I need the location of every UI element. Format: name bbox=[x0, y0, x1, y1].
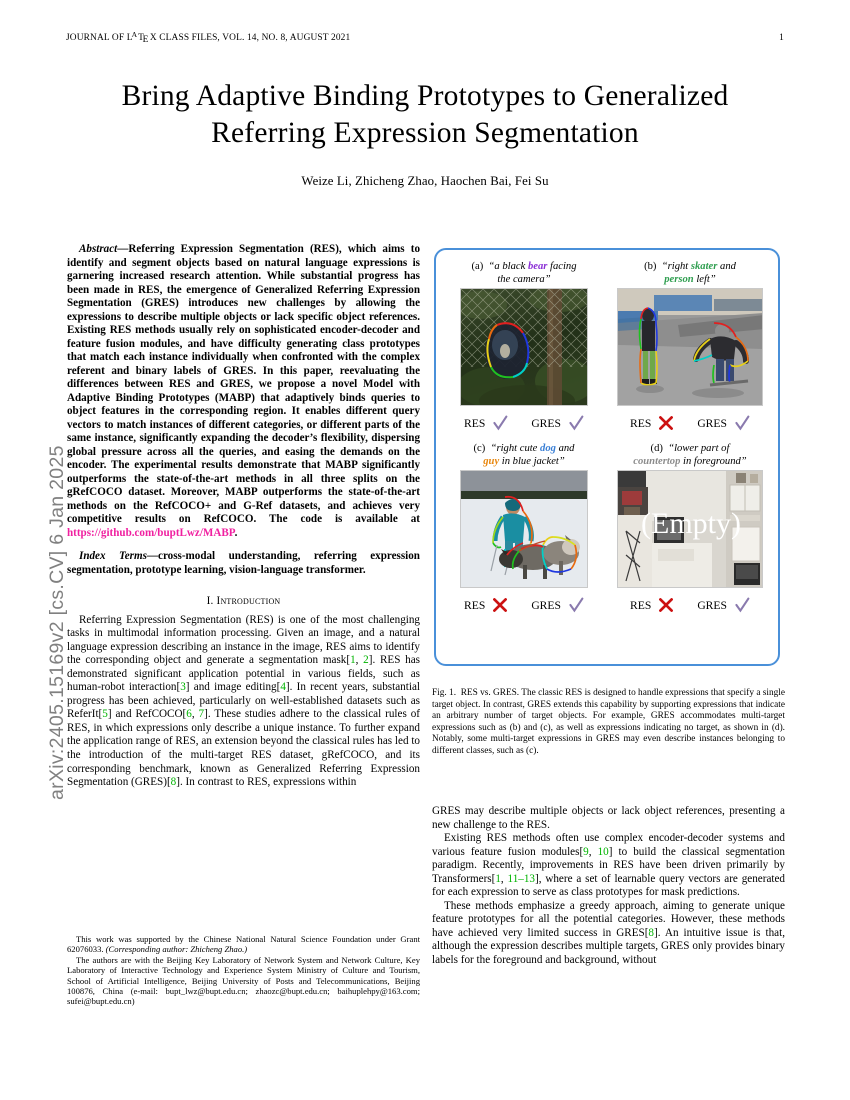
page-title: Bring Adaptive Binding Prototypes to Generalized Referring Expression Segmentation bbox=[121, 80, 729, 149]
intro-text-c: ]. RES has demonstrated significant application potential in various fields, such as human-robot interaction[ bbox=[67, 654, 420, 694]
panel-a-verdict bbox=[464, 412, 584, 434]
section-number: I. bbox=[206, 595, 214, 607]
cross-icon bbox=[492, 597, 508, 613]
panel-a-photo bbox=[460, 288, 588, 406]
latex-a: A bbox=[131, 30, 138, 40]
panel-b-caption bbox=[644, 258, 736, 286]
right-p2-text-a: Existing RES methods often use complex encoder-decoder systems and various feature fusion modules[ bbox=[432, 832, 785, 858]
citation-6[interactable]: 6 bbox=[186, 708, 192, 721]
intro-paragraph-1 bbox=[67, 614, 420, 790]
citation-4[interactable]: 4 bbox=[280, 681, 286, 694]
panel-a-caption bbox=[471, 258, 576, 286]
right-p2-text-d: , bbox=[500, 872, 508, 885]
title-block bbox=[66, 78, 784, 189]
check-icon bbox=[492, 415, 508, 431]
intro-text-b: , bbox=[355, 654, 364, 667]
panel-a-keyword-bear: bear bbox=[527, 261, 548, 272]
panel-d-empty-overlay: (Empty) bbox=[641, 507, 741, 540]
journal-title-suffix: X CLASS FILES, VOL. 14, NO. 8, AUGUST 2021 bbox=[149, 33, 351, 43]
latex-logo bbox=[126, 30, 150, 45]
corresponding-author-note: (Corresponding author: Zhicheng Zhao.) bbox=[105, 944, 248, 955]
panel-b-label: (b) bbox=[644, 261, 657, 272]
kitchen-empty-image bbox=[618, 471, 763, 588]
panel-a-caption-l2: the camera” bbox=[497, 273, 551, 285]
panel-b-keyword-person: person bbox=[664, 273, 694, 285]
right-p3-text-b: ]. An intuitive issue is that, although the expression describes multiple targets, GRES only provides binary labels for the foreground and background, without bbox=[432, 926, 785, 967]
citation-11-13[interactable]: 11–13 bbox=[507, 872, 535, 885]
panel-d-res-label: RES bbox=[630, 598, 652, 612]
panel-a-gres-label: GRES bbox=[531, 416, 561, 430]
cross-icon bbox=[658, 597, 674, 613]
panel-c-keyword-guy: guy bbox=[483, 455, 500, 467]
panel-b-gres-label: GRES bbox=[697, 416, 727, 430]
figure-caption-lead: Fig. 1. bbox=[432, 688, 457, 698]
panel-d-keyword-countertop: countertop bbox=[633, 455, 681, 467]
panel-c-photo bbox=[460, 470, 588, 588]
panel-a-label: (a) bbox=[471, 261, 484, 272]
panel-b-photo bbox=[617, 288, 763, 406]
figure-1-box bbox=[434, 248, 780, 666]
panel-c-caption bbox=[474, 440, 575, 468]
panel-c-caption-l1-t3: and bbox=[555, 443, 575, 454]
running-head bbox=[66, 30, 784, 45]
left-column bbox=[67, 243, 420, 790]
footnote-funding-text: This work was supported by the Chinese National Natural Science Foundation under Grant 62076033. bbox=[67, 934, 420, 955]
index-terms-paragraph bbox=[67, 550, 420, 577]
intro-text-i: ]. In contrast to RES, expressions within bbox=[176, 776, 357, 789]
abstract-lead: Abstract bbox=[79, 243, 118, 255]
figure-panel-b bbox=[610, 258, 770, 434]
section-title: Introduction bbox=[216, 595, 281, 607]
right-p2-text-e: ], where a set of learnable query vectors are generated for each expression to serve as class prototypes for mask predictions. bbox=[432, 872, 785, 899]
journal-title-prefix: JOURNAL OF bbox=[66, 33, 127, 43]
figure-1-caption bbox=[432, 688, 785, 758]
intro-text-g: , bbox=[191, 708, 199, 721]
panel-c-keyword-dog: dog bbox=[540, 443, 556, 454]
right-p2-text-b: , bbox=[588, 845, 598, 858]
panel-b-res-label: RES bbox=[630, 416, 652, 430]
citation-1b[interactable]: 1 bbox=[495, 872, 501, 885]
figure-caption-text: RES vs. GRES. The classic RES is designed to handle expressions that specify a single target object. In contrast, GRES extends this capability by supporting expressions that indicate an arbitrary number of target objects. For example, GRES accommodates multi-target expressions such as (b) and (c), as well as expressions indicating no target, as shown in (d). Notably, some multi-target expressions in GRES may even describe instances belonging to different classes, such as (c). bbox=[432, 688, 785, 756]
right-paragraph-3 bbox=[432, 900, 785, 968]
intro-text-a: Referring Expression Segmentation (RES) is one of the most challenging tasks in multimodal information processing. Given an image, and a natural language expression describing an instance in the image, RES aims to identify the corresponding object and generate a segmentation mask[ bbox=[67, 613, 420, 667]
panel-b-keyword-skater: skater bbox=[690, 261, 718, 272]
panel-c-label: (c) bbox=[473, 443, 486, 454]
index-terms-lead: Index Terms bbox=[79, 550, 147, 562]
citation-9[interactable]: 9 bbox=[583, 845, 589, 858]
panel-c-caption-l1-t1: “right cute bbox=[490, 443, 541, 454]
panel-c-res-label: RES bbox=[464, 598, 486, 612]
panel-d-verdict bbox=[630, 594, 750, 616]
citation-7[interactable]: 7 bbox=[198, 708, 205, 721]
journal-title bbox=[66, 30, 351, 45]
figure-panel-d bbox=[610, 440, 770, 616]
latex-e: E bbox=[142, 34, 149, 45]
citation-3[interactable]: 3 bbox=[180, 681, 186, 694]
right-column bbox=[432, 805, 785, 968]
check-icon bbox=[734, 597, 750, 613]
page-number: 1 bbox=[779, 33, 784, 43]
citation-8[interactable]: 8 bbox=[170, 776, 177, 789]
figure-row-bottom bbox=[436, 440, 778, 616]
check-icon bbox=[568, 415, 584, 431]
citation-5[interactable]: 5 bbox=[102, 708, 108, 721]
index-terms-dash: — bbox=[146, 550, 159, 562]
arxiv-stamp-text: arXiv:2405.15169v2 [cs.CV] 6 Jan 2025 bbox=[46, 445, 68, 800]
panel-c-caption-l2-t2: in blue jacket” bbox=[499, 455, 565, 467]
citation-2[interactable]: 2 bbox=[363, 654, 369, 667]
bear-in-bushes-image bbox=[461, 289, 588, 406]
panel-b-caption-l1-t1: “right bbox=[661, 261, 691, 272]
panel-d-photo bbox=[617, 470, 763, 588]
abstract-dash: — bbox=[117, 243, 129, 255]
panel-c-verdict bbox=[464, 594, 584, 616]
latex-l: L bbox=[126, 33, 133, 43]
author-list: Weize Li, Zhicheng Zhao, Haochen Bai, Fei Su bbox=[301, 174, 549, 188]
index-terms-text: cross-modal understanding, referring expression segmentation, prototype learning, vision-language transformer. bbox=[67, 550, 420, 576]
panel-b-caption-l2-t2: left” bbox=[693, 273, 716, 285]
check-icon bbox=[734, 415, 750, 431]
cross-icon bbox=[658, 415, 674, 431]
citation-10[interactable]: 10 bbox=[597, 845, 609, 858]
panel-a-res-label: RES bbox=[464, 416, 486, 430]
right-paragraph-1: GRES may describe multiple objects or lack object references, presenting a new challenge to the RES. bbox=[432, 805, 785, 831]
code-url-link[interactable]: https://github.com/buptLwz/MABP bbox=[67, 526, 235, 539]
right-p3-text-a: These methods emphasize a greedy approach, aiming to generate unique feature prototypes for all the potential categories. However, these methods have achieved very limited success in GRES[ bbox=[432, 899, 785, 939]
panel-d-caption-l2-t2: in foreground” bbox=[680, 455, 747, 467]
panel-d-gres-label: GRES bbox=[697, 598, 727, 612]
panel-b-caption-l1-t3: and bbox=[717, 261, 736, 272]
intro-text-f: ] and RefCOCO[ bbox=[107, 708, 187, 721]
section-heading-introduction bbox=[67, 595, 420, 609]
footnote-block bbox=[67, 934, 420, 1007]
panel-a-caption-l1-t3: facing bbox=[547, 261, 577, 272]
citation-8b[interactable]: 8 bbox=[648, 926, 654, 939]
figure-row-top bbox=[436, 258, 778, 434]
panel-c-gres-label: GRES bbox=[531, 598, 561, 612]
skatepark-image bbox=[618, 289, 763, 406]
footnote-affiliation: The authors are with the Beijing Key Laboratory of Network System and Network Culture, Key Laboratory of Interactive Technology and Experience System Ministry of Culture and Tourism, School of Artificial Intelligence, Beijing University of Posts and Telecommunications, Beijing 100876, China (e-mail: bupt_lwz@bupt.edu.cn; zhaozc@bupt.edu.cn; baihuplehpy@163.com; sufei@bupt.edu.cn) bbox=[67, 954, 420, 1007]
abstract-text-tail: . bbox=[234, 526, 238, 539]
sled-dogs-snow-image bbox=[461, 471, 588, 588]
abstract-paragraph bbox=[67, 243, 420, 540]
panel-b-verdict bbox=[630, 412, 750, 434]
abstract-text: Referring Expression Segmentation (RES), which aims to identify and segment objects based on natural language expressions is garnering increased research attention. While substantial progress has been made in RES, the emergence of Generalized Referring Expression Segmentation (GRES) introduces new challenges by allowing the expressions to describe multiple objects or lack specific object references. Existing RES methods usually rely on sophisticated encoder-decoder and feature fusion modules, and have difficulty generating class prototypes that match each instance individually when confronted with the complex referent and binary labels of GRES. In this paper, reevaluating the differences between RES and GRES, we propose a novel Model with Adaptive Binding Prototypes (MABP) that adaptively binds queries to object features in the corresponding region. It enables different query vectors to match instances of different categories, or different parts of the same instance, significantly expanding the decoder’s flexibility, dispersing global pressure across all the queries, and easing the demands on the encoder. The experimental results demonstrate that MABP significantly outperforms the state-of-the-art methods in all three splits on the gRefCOCO dataset. Moreover, MABP outperforms the state-of-the-art methods on the RefCOCO+ and G-Ref datasets, and achieves very competitive results on RefCOCO. The code is available at bbox=[67, 243, 420, 525]
latex-t: T bbox=[138, 33, 144, 43]
panel-a-caption-l1-t1: “a black bbox=[488, 261, 528, 272]
panel-d-caption-l1: “lower part of bbox=[668, 443, 730, 454]
intro-text-h: ]. These studies adhere to the classical rules of RES, in which expressions only describe a unique instance. To further expand the application range of RES, an extension beyond the classical rules has led to the introduction of the multi-target RES dataset, gRefCOCO, and its corresponding benchmark, known as Generalized Referring Expression Segmentation (GRES)[ bbox=[67, 708, 420, 789]
footnote-funding bbox=[67, 934, 420, 955]
check-icon bbox=[568, 597, 584, 613]
right-p2-text-c: ] to build the classical segmentation paradigm. Recently, improvements in RES have been driven primarily by Transformers[ bbox=[432, 845, 785, 885]
citation-1[interactable]: 1 bbox=[350, 654, 356, 667]
figure-panel-c bbox=[444, 440, 604, 616]
right-paragraph-2 bbox=[432, 832, 785, 900]
intro-text-d: ] and image editing[ bbox=[185, 681, 281, 694]
figure-panel-a bbox=[444, 258, 604, 434]
panel-d-label: (d) bbox=[650, 443, 663, 454]
intro-text-e: ]. In recent years, substantial progress has been achieved, particularly on well-established datasets such as ReferIt[ bbox=[67, 681, 420, 721]
panel-d-caption bbox=[633, 440, 746, 468]
